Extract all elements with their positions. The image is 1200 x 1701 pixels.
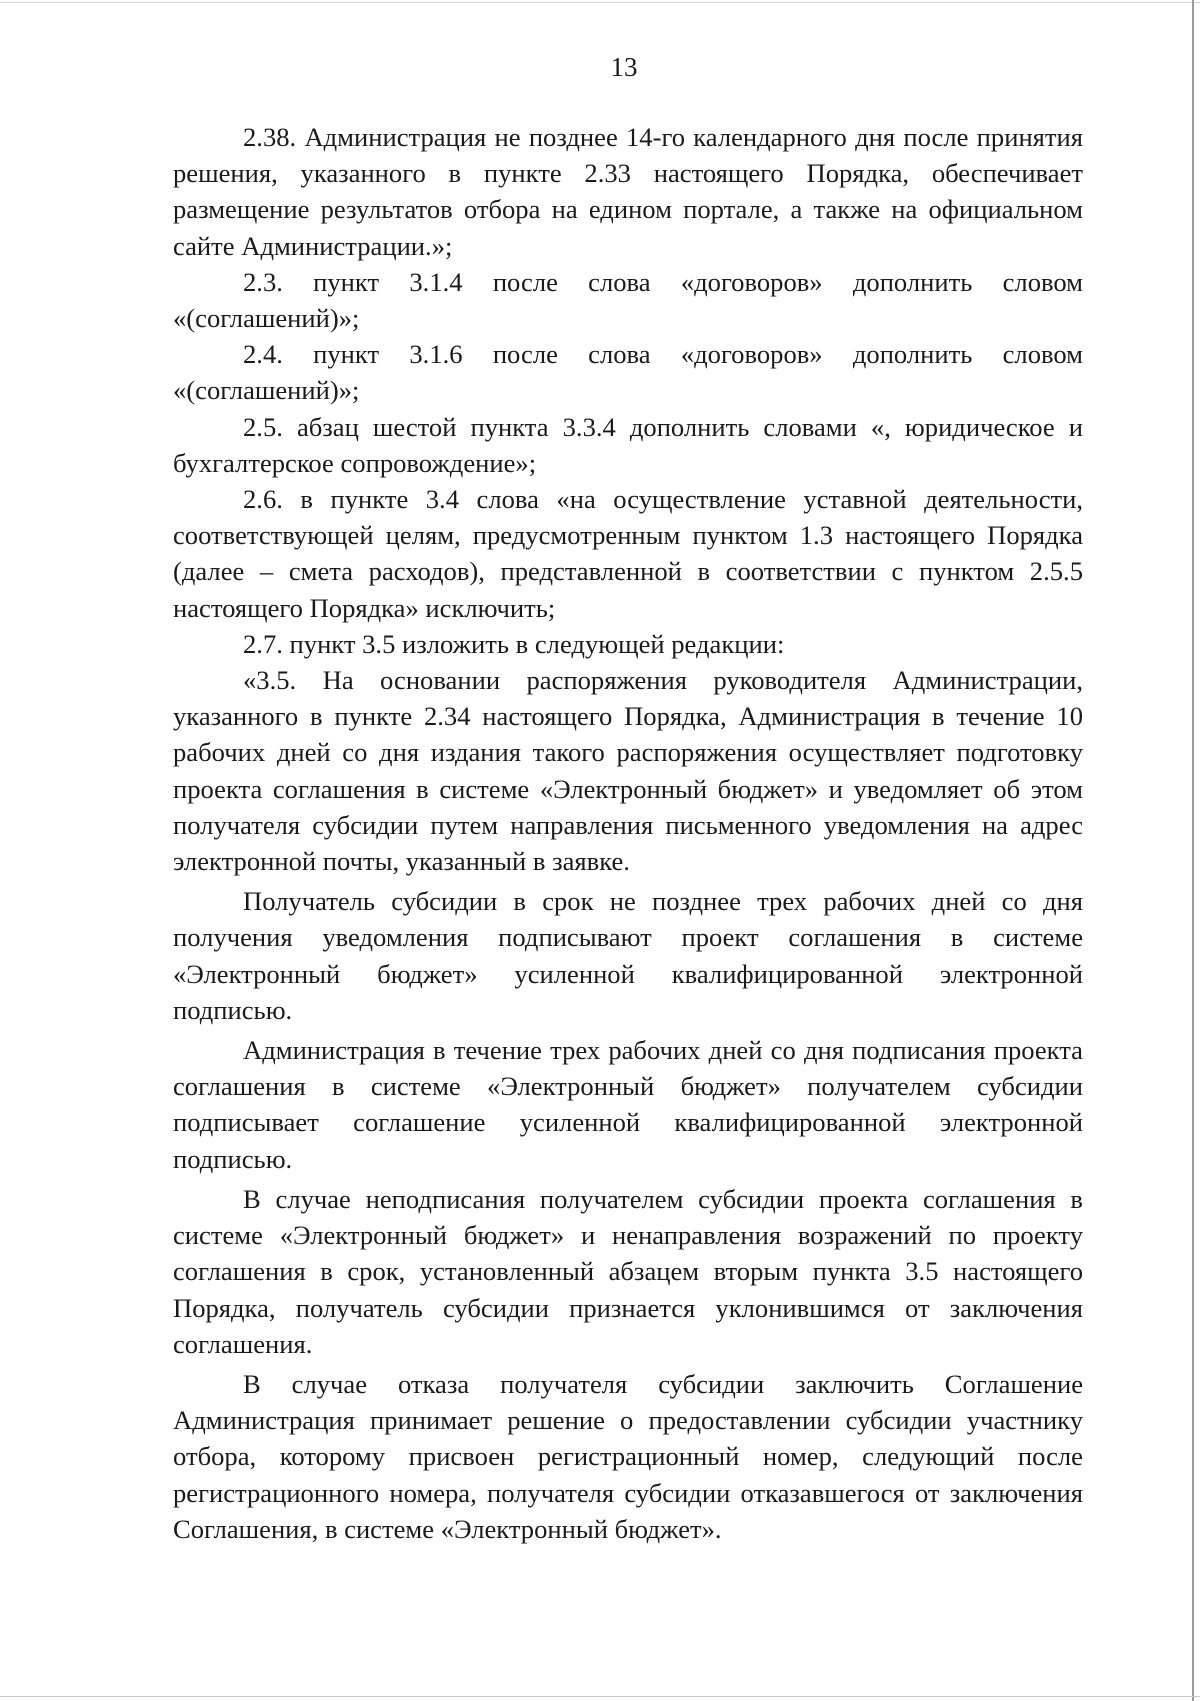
paragraph-recipient-signing: Получатель субсидии в срок не позднее трех рабочих дней со дня получения уведомления подписывают проект соглашения в системе «Электронный бюджет» усиленной квалифицированной электронной подписью. bbox=[173, 886, 1083, 1025]
scan-edge-bottom bbox=[0, 1696, 1200, 1697]
paragraph-administration-signing: Администрация в течение трех рабочих дней со дня подписания проекта соглашения в системе «Электронный бюджет» получателем субсидии подписывает соглашение усиленной квалифицированной электронной подписью. bbox=[173, 1035, 1083, 1174]
paragraph-3-5: «3.5. На основании распоряжения руководителя Администрации, указанного в пункте 2.34 настоящего Порядка, Администрация в течение 10 рабочих дней со дня издания такого распоряжения осуществляет подготовку проекта соглашения в системе «Электронный бюджет» и уведомляет об этом получателя субсидии путем направления письменного уведомления на адрес электронной почты, указанный в заявке. bbox=[173, 665, 1083, 877]
page-number: 13 bbox=[610, 52, 638, 82]
paragraph-2-38: 2.38. Администрация не позднее 14-го календарного дня после принятия решения, указанного в пункте 2.33 настоящего Порядка, обеспечивает размещение результатов отбора на едином портале, а также на официальном сайте Администрации.»; bbox=[173, 122, 1083, 261]
paragraph-non-signing: В случае неподписания получателем субсидии проекта соглашения в системе «Электронный бюджет» и ненаправления возражений по проекту соглашения в срок, установленный абзацем вторым пункта 3.5 настоящего Порядка, получатель субсидии признается уклонившимся от заключения соглашения. bbox=[173, 1183, 1083, 1359]
scan-edge-right bbox=[1192, 0, 1194, 1701]
paragraph-refusal: В случае отказа получателя субсидии заключить Соглашение Администрация принимает решение о предоставлении субсидии участнику отбора, которому присвоен регистрационный номер, следующий после регистрационного номера, получателя субсидии отказавшегося от заключения Соглашения, в системе «Электронный бюджет». bbox=[173, 1368, 1083, 1544]
paragraph-2-5: 2.5. абзац шестой пункта 3.3.4 дополнить словами «, юридическое и бухгалтерское сопровождение»; bbox=[173, 411, 1083, 478]
scan-edge-top bbox=[0, 2, 1200, 3]
paragraph-2-4: 2.4. пункт 3.1.6 после слова «договоров» дополнить словом «(соглашений)»; bbox=[173, 339, 1083, 406]
document-body bbox=[173, 119, 1083, 1547]
paragraph-2-6: 2.6. в пункте 3.4 слова «на осуществление уставной деятельности, соответствующей целям, предусмотренным пунктом 1.3 настоящего Порядка (далее – смета расходов), представленной в соответствии с пунктом 2.5.5 настоящего Порядка» исключить; bbox=[173, 484, 1083, 623]
paragraph-2-7: 2.7. пункт 3.5 изложить в следующей редакции: bbox=[243, 628, 785, 659]
paragraph-2-3: 2.3. пункт 3.1.4 после слова «договоров» дополнить словом «(соглашений)»; bbox=[173, 266, 1083, 334]
